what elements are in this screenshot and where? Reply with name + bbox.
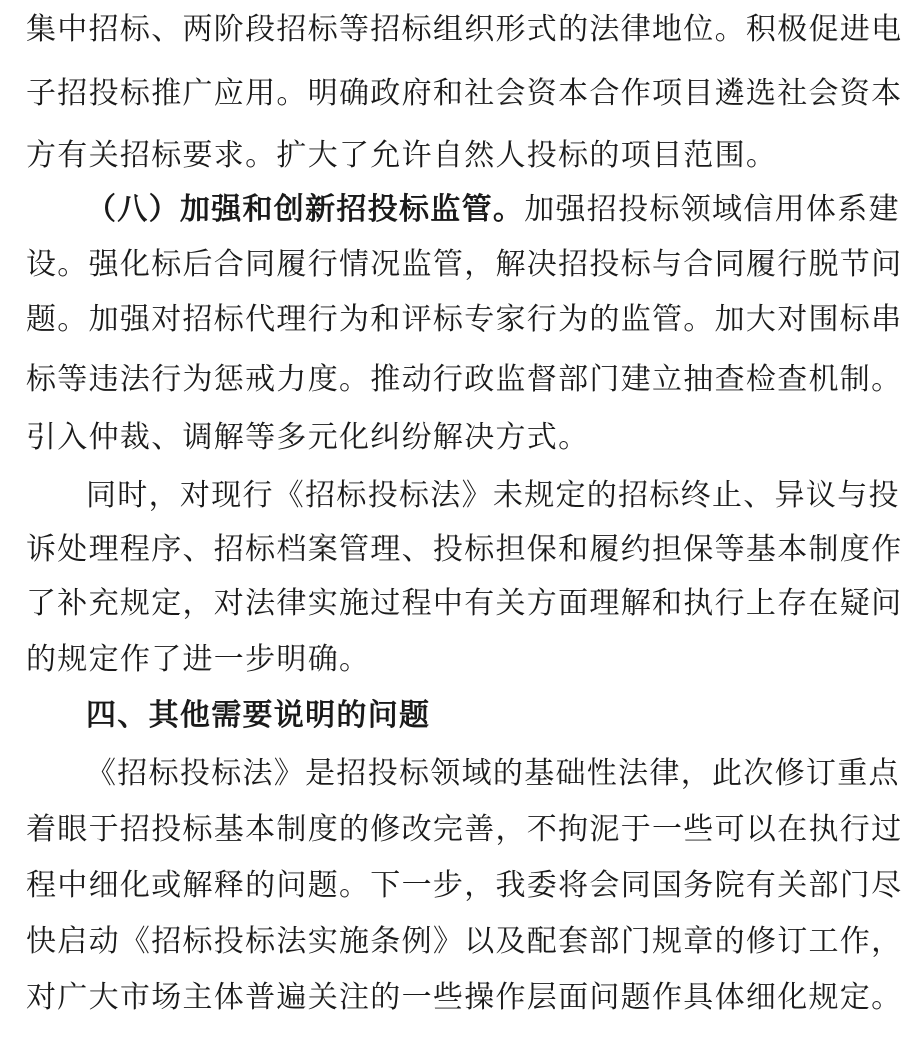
section-8-first-line [86, 190, 900, 230]
text-line: 子招投标推广应用。明确政府和社会资本合作项目遴选社会资本 [26, 76, 902, 111]
text-line: 快启动《招标投标法实施条例》以及配套部门规章的修订工作， [26, 924, 902, 959]
text-line: 引入仲裁、调解等多元化纠纷解决方式。 [26, 420, 590, 455]
text-line: 着眼于招投标基本制度的修改完善，不拘泥于一些可以在执行过 [26, 812, 902, 847]
text-line: 方有关招标要求。扩大了允许自然人投标的项目范围。 [26, 138, 778, 173]
text-line: 标等违法行为惩戒力度。推动行政监督部门建立抽查检查机制。 [26, 362, 902, 397]
section-8-heading: （八）加强和创新招投标监管。 [86, 192, 525, 227]
text-line: 集中招标、两阶段招标等招标组织形式的法律地位。积极促进电 [26, 12, 902, 47]
text-line: 设。强化标后合同履行情况监管，解决招投标与合同履行脱节问 [26, 247, 902, 282]
section-4-heading: 四、其他需要说明的问题 [86, 698, 431, 733]
text-line: 的规定作了进一步明确。 [26, 642, 371, 677]
text-line: 同时，对现行《招标投标法》未规定的招标终止、异议与投 [86, 478, 900, 513]
text-line: 了补充规定，对法律实施过程中有关方面理解和执行上存在疑问 [26, 586, 902, 621]
text-line: 诉处理程序、招标档案管理、投标担保和履约担保等基本制度作 [26, 532, 902, 567]
text-line: 《招标投标法》是招投标领域的基础性法律，此次修订重点 [86, 756, 900, 791]
text-line: 对广大市场主体普遍关注的一些操作层面问题作具体细化规定。 [26, 980, 902, 1015]
text-line: 程中细化或解释的问题。下一步，我委将会同国务院有关部门尽 [26, 868, 902, 903]
text-line: 题。加强对招标代理行为和评标专家行为的监管。加大对围标串 [26, 302, 902, 337]
section-8-text: 加强招投标领域信用体系建 [524, 192, 900, 227]
